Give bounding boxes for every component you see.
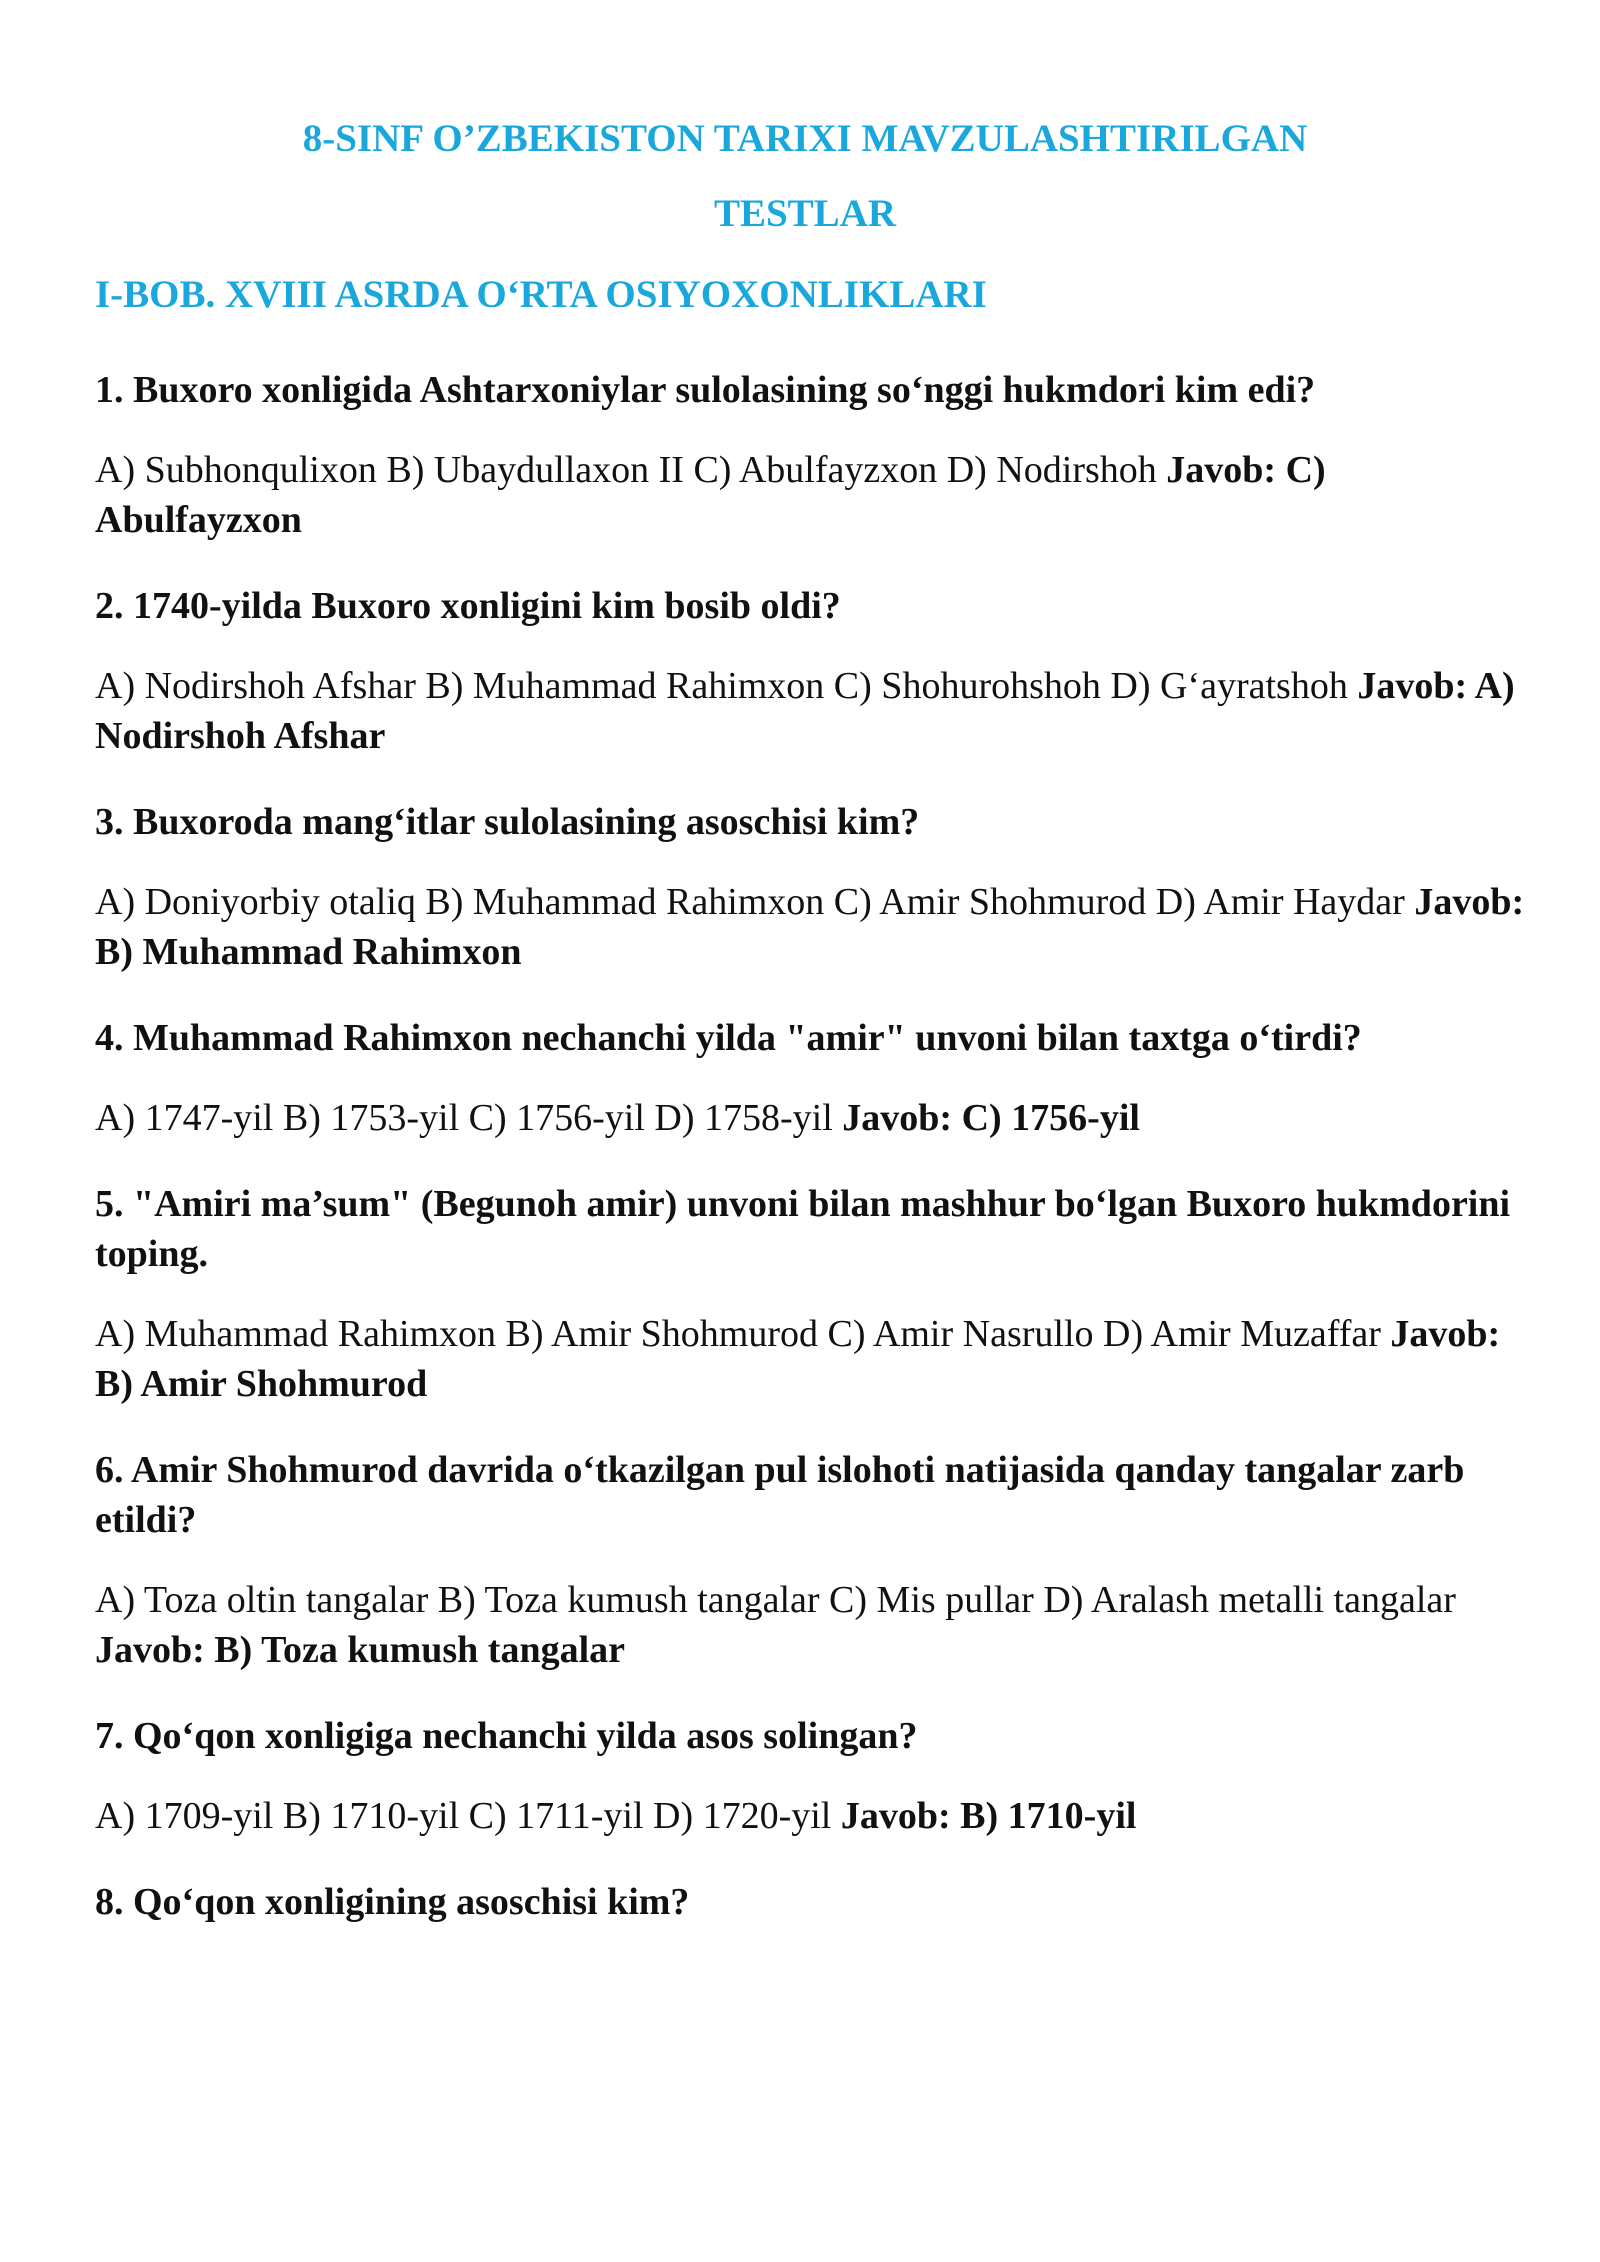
- question-item: [95, 581, 1535, 761]
- question-item: [95, 1445, 1535, 1675]
- question-item: [95, 1013, 1535, 1143]
- question-text: 5. "Amiri ma’sum" (Begunoh amir) unvoni bilan mashhur bo‘lgan Buxoro hukmdorini toping.: [95, 1183, 1511, 1275]
- answer-options: [95, 1575, 1535, 1675]
- document-title-line-2: TESTLAR: [713, 192, 897, 235]
- answer-options: [95, 1791, 1535, 1841]
- options-text: A) 1709-yil B) 1710-yil C) 1711-yil D) 1720-yil: [95, 1795, 841, 1837]
- question-text: 3. Buxoroda mang‘itlar sulolasining asoschisi kim?: [95, 801, 920, 843]
- question-text: 8. Qo‘qon xonligining asoschisi kim?: [95, 1881, 690, 1923]
- correct-answer: Javob: B) 1710-yil: [840, 1795, 1137, 1837]
- answer-options: [95, 877, 1535, 977]
- question-item: [95, 797, 1535, 977]
- correct-answer: Javob: A) Nodirshoh Afshar: [95, 665, 1515, 757]
- question-list: [95, 365, 1535, 1957]
- options-text: A) Nodirshoh Afshar B) Muhammad Rahimxon C) Shohurohshoh D) G‘ayratshoh: [95, 665, 1358, 707]
- question-item: [95, 1877, 1535, 1927]
- question-item: [95, 1711, 1535, 1841]
- correct-answer: Javob: C) Abulfayzxon: [95, 449, 1326, 541]
- question-text: 2. 1740-yilda Buxoro xonligini kim bosib oldi?: [95, 585, 841, 627]
- options-text: A) Subhonqulixon B) Ubaydullaxon II C) Abulfayzxon D) Nodirshoh: [95, 449, 1167, 491]
- correct-answer: Javob: B) Amir Shohmurod: [95, 1313, 1501, 1405]
- question-item: [95, 365, 1535, 545]
- options-text: A) Muhammad Rahimxon B) Amir Shohmurod C) Amir Nasrullo D) Amir Muzaffar: [95, 1313, 1391, 1355]
- answer-options: [95, 1309, 1535, 1409]
- answer-options: [95, 1093, 1535, 1143]
- question-text: 7. Qo‘qon xonligiga nechanchi yilda asos solingan?: [95, 1715, 918, 1757]
- chapter-heading: I-BOB. XVIII ASRDA O‘RTA OSIYOXONLIKLARI: [95, 273, 987, 316]
- correct-answer: Javob: C) 1756-yil: [842, 1097, 1140, 1139]
- correct-answer: Javob: B) Toza kumush tangalar: [95, 1629, 626, 1671]
- question-text: 6. Amir Shohmurod davrida o‘tkazilgan pul islohoti natijasida qanday tangalar zarb etildi?: [95, 1449, 1465, 1541]
- answer-options: [95, 445, 1535, 545]
- question-text: 1. Buxoro xonligida Ashtarxoniylar sulolasining so‘nggi hukmdori kim edi?: [95, 369, 1316, 411]
- options-text: A) Doniyorbiy otaliq B) Muhammad Rahimxon C) Amir Shohmurod D) Amir Haydar: [95, 881, 1415, 923]
- options-text: A) 1747-yil B) 1753-yil C) 1756-yil D) 1758-yil: [95, 1097, 843, 1139]
- answer-options: [95, 661, 1535, 761]
- question-item: [95, 1179, 1535, 1409]
- document-title-line-1: 8-SINF O’ZBEKISTON TARIXI MAVZULASHTIRILGAN: [302, 117, 1308, 160]
- options-text: A) Toza oltin tangalar B) Toza kumush tangalar C) Mis pullar D) Aralash metalli tangalar: [95, 1579, 1456, 1621]
- question-text: 4. Muhammad Rahimxon nechanchi yilda "amir" unvoni bilan taxtga o‘tirdi?: [95, 1017, 1362, 1059]
- correct-answer: Javob: B) Muhammad Rahimxon: [95, 881, 1525, 973]
